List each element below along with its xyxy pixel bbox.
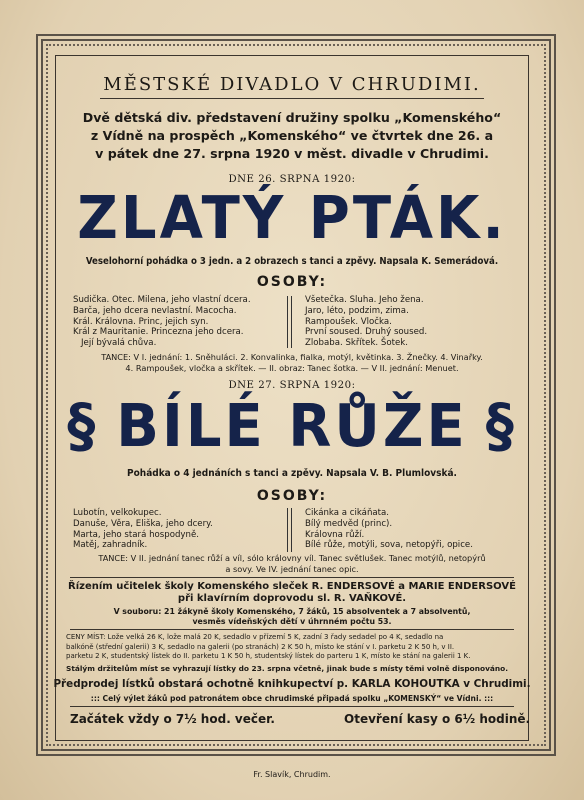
- play1-cast-right: [305, 295, 427, 349]
- direction-line-2: při klavírním doprovodu sl. R. VAŇKOVÉ.: [177, 593, 407, 604]
- play1-cast-divider: [287, 296, 292, 348]
- play1-dances-1: TANCE: V I. jednání: 1. Sněhuláci. 2. Konvalinka, fialka, motýl, květinka. 3. Žnečky. 4. Vinařky.: [101, 352, 483, 362]
- theatre-name: MĚSTSKÉ DIVADLO V CHRUDIMI.: [103, 74, 481, 95]
- ornament-left: §: [67, 392, 99, 461]
- play2-cast-right: [305, 508, 473, 551]
- cast-entry: Jaro, léto, podzim, zima.: [305, 305, 409, 316]
- play1-dances-2: 4. Rampoušek, vločka a skřítek. — II. obraz: Tanec šotka. — V II. jednání: Menuet.: [125, 363, 459, 373]
- cast-entry: Její bývalá chůva.: [81, 338, 157, 349]
- play1-cast-heading: OSOBY:: [256, 274, 328, 290]
- ensemble-line-2: vesměs vídeňských dětí v úhrnném počtu 53.: [192, 617, 392, 626]
- patronage-note: ::: Celý výlet žáků pod patronátem obce chrudimské připadá spolku „KOMENSKÝ“ ve Vídni. :::: [90, 694, 494, 703]
- theatre-underline: [100, 98, 484, 99]
- price-line: CENY MÍST: Lože velká 26 K, lože malá 20 K, sedadlo v přízemí 5 K, zadní 3 řady sedadel po 4 K, sedadlo na: [66, 633, 444, 641]
- cast-entry: Marta, jeho stará hospodyně.: [73, 529, 199, 540]
- cast-entry: Lubotín, velkokupec.: [73, 508, 162, 518]
- box-office-time: Otevření kasy o 6½ hodině.: [344, 712, 531, 726]
- play2-cast-divider: [287, 508, 292, 552]
- printer-credit: Fr. Slavík, Chrudim.: [253, 770, 331, 779]
- cast-entry: Král. Královna. Princ, jejich syn.: [73, 316, 209, 327]
- intro-line-3: v pátek dne 27. srpna 1920 v měst. divadle v Chrudimi.: [95, 146, 489, 161]
- cast-entry: Sudička. Otec. Milena, jeho vlastní dcera.: [73, 295, 251, 305]
- cast-entry: Barča, jeho dcera nevlastní. Macocha.: [73, 305, 237, 316]
- play2-dances-2: a sovy. Ve IV. jednání tanec opic.: [225, 564, 359, 574]
- cast-entry: Všetečka. Sluha. Jeho žena.: [305, 295, 424, 305]
- play2-dances-1: TANCE: V II. jednání tanec růží a víl, sólo královny víl. Tanec světlušek. Tanec motýlů, netopýrů: [98, 553, 486, 563]
- play1-date: DNE 26. SRPNA 1920:: [228, 174, 356, 185]
- play2-subtitle: Pohádka o 4 jednáních s tanci a zpěvy. Napsala V. B. Plumlovská.: [127, 468, 457, 479]
- cast-entry: Rampoušek. Vločka.: [305, 316, 392, 327]
- ornament-right: §: [485, 392, 517, 461]
- intro-line-1: Dvě dětská div. představení družiny spolku „Komenského“: [82, 110, 502, 125]
- play1-title: ZLATÝ PTÁK.: [77, 184, 507, 253]
- cast-entry: Král z Mauritanie. Princezna jeho dcera.: [73, 327, 244, 338]
- start-time: Začátek vždy o 7½ hod. večer.: [70, 712, 275, 726]
- play2-date: DNE 27. SRPNA 1920:: [228, 380, 356, 391]
- play2-title: BÍLÉ RŮŽE: [116, 392, 468, 461]
- intro-line-2: z Vídně na prospěch „Komenského“ ve čtvrtek dne 26. a: [90, 128, 494, 143]
- play1-cast-left: [73, 295, 251, 349]
- reservation-note: Stálým držitelům míst se vyhrazují lístky do 23. srpna včetně, jinak bude s místy těmi volně disponováno.: [66, 664, 509, 673]
- cast-entry: Danuše, Věra, Eliška, jeho dcery.: [73, 518, 213, 529]
- play2-cast-left: [73, 508, 213, 551]
- cast-entry: Cikánka a cikáňata.: [305, 508, 390, 518]
- play1-subtitle: Veselohorní pohádka o 3 jedn. a 2 obrazech s tanci a zpěvy. Napsala K. Semerádová.: [85, 256, 499, 267]
- ticket-prices: [66, 633, 471, 662]
- play2-cast-heading: OSOBY:: [256, 488, 328, 504]
- section-rule-3: [70, 706, 514, 707]
- cast-entry: Bílé růže, motýli, sova, netopýři, opice.: [305, 540, 473, 551]
- price-line: parketu 2 K, studentský lístek do II. parketu 1 K 50 h, studentský lístek do parteru 1 K, místo ke stání na galerii 1 K.: [66, 652, 471, 661]
- cast-entry: Královna růží.: [305, 529, 365, 540]
- ensemble-line-1: V souboru: 21 žákyně školy Komenského, 7 žáků, 15 absolventek a 7 absolventů,: [113, 607, 471, 616]
- section-rule-1: [70, 577, 514, 578]
- play2-title-row: [0, 392, 584, 460]
- cast-entry: První soused. Druhý soused.: [305, 327, 428, 338]
- cast-entry: Bílý medvěd (princ).: [305, 518, 393, 529]
- cast-entry: Matěj, zahradník.: [73, 540, 148, 551]
- cast-entry: Zlobaba. Skřítek. Šotek.: [305, 338, 408, 349]
- direction-line-1: Řízením učitelek školy Komenského sleček R. ENDERSOVÉ a MARIE ENDERSOVÉ: [68, 581, 516, 592]
- section-rule-2: [70, 629, 514, 630]
- presale-note: Předprodej lístků obstará ochotně knihkupectví p. KARLA KOHOUTKA v Chrudimi.: [53, 678, 531, 690]
- price-line: balkóně (střední galerii) 3 K, sedadlo na galerii (po stranách) 2 K 50 h, místo ke stání v I. parketu 2 K 50 h, v II.: [66, 642, 455, 651]
